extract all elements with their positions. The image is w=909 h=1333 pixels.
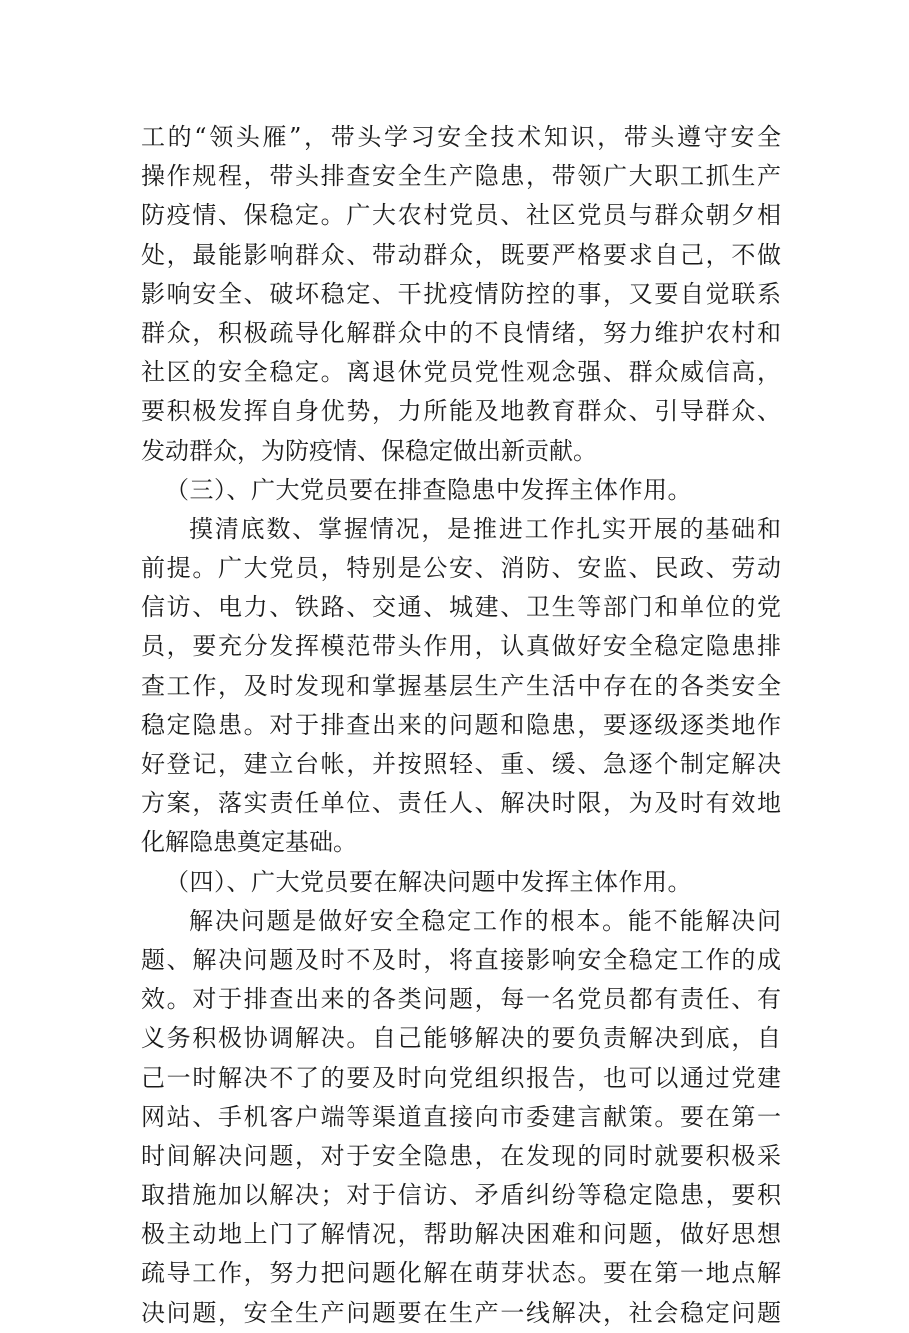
text-line: 查工作，及时发现和掌握基层生产生活中存在的各类安全 bbox=[141, 671, 781, 700]
body-text bbox=[141, 118, 781, 1333]
paragraph-2 bbox=[141, 510, 781, 863]
section-heading-3: （三）、广大党员要在排查隐患中发挥主体作用。 bbox=[165, 475, 692, 504]
text-line: 发动群众，为防疫情、保稳定做出新贡献。 bbox=[141, 436, 597, 465]
text-line: 疏导工作，努力把问题化解在萌芽状态。要在第一地点解 bbox=[141, 1259, 781, 1288]
text-line: 决问题，安全生产问题要在生产一线解决，社会稳定问题 bbox=[141, 1298, 781, 1327]
text-line: 取措施加以解决；对于信访、矛盾纠纷等稳定隐患，要积 bbox=[141, 1181, 781, 1210]
text-line: 极主动地上门了解情况，帮助解决困难和问题，做好思想 bbox=[141, 1220, 781, 1249]
section-heading-4: （四）、广大党员要在解决问题中发挥主体作用。 bbox=[165, 867, 692, 896]
text-line: 稳定隐患。对于排查出来的问题和隐患，要逐级逐类地作 bbox=[141, 710, 781, 739]
text-line: 群众，积极疏导化解群众中的不良情绪，努力维护农村和 bbox=[141, 318, 781, 347]
text-line: 摸清底数、掌握情况，是推进工作扎实开展的基础和 bbox=[189, 514, 781, 543]
text-line: 网站、手机客户端等渠道直接向市委建言献策。要在第一 bbox=[141, 1102, 781, 1131]
paragraph-3 bbox=[141, 902, 781, 1333]
text-line: 己一时解决不了的要及时向党组织报告，也可以通过党建 bbox=[141, 1063, 781, 1092]
text-line: 义务积极协调解决。自己能够解决的要负责解决到底，自 bbox=[141, 1024, 781, 1053]
text-line: 处，最能影响群众、带动群众，既要严格要求自己，不做 bbox=[141, 240, 781, 269]
text-line: 时间解决问题，对于安全隐患，在发现的同时就要积极采 bbox=[141, 1141, 781, 1170]
paragraph-1 bbox=[141, 118, 781, 471]
text-line: 题、解决问题及时不及时，将直接影响安全稳定工作的成 bbox=[141, 945, 781, 974]
text-line: 影响安全、破坏稳定、干扰疫情防控的事，又要自觉联系 bbox=[141, 279, 781, 308]
text-line: 操作规程，带头排查安全生产隐患，带领广大职工抓生产 bbox=[141, 162, 781, 191]
text-line: 信访、电力、铁路、交通、城建、卫生等部门和单位的党 bbox=[141, 593, 781, 622]
text-line: 员，要充分发挥模范带头作用，认真做好安全稳定隐患排 bbox=[141, 632, 781, 661]
text-line: 要积极发挥自身优势，力所能及地教育群众、引导群众、 bbox=[141, 397, 781, 426]
text-line: 方案，落实责任单位、责任人、解决时限，为及时有效地 bbox=[141, 789, 781, 818]
text-line: 效。对于排查出来的各类问题，每一名党员都有责任、有 bbox=[141, 985, 781, 1014]
text-line: 防疫情、保稳定。广大农村党员、社区党员与群众朝夕相 bbox=[141, 201, 781, 230]
text-line: 前提。广大党员，特别是公安、消防、安监、民政、劳动 bbox=[141, 554, 781, 583]
text-line: 化解隐患奠定基础。 bbox=[141, 828, 357, 857]
text-line: 好登记，建立台帐，并按照轻、重、缓、急逐个制定解决 bbox=[141, 750, 781, 778]
text-line: 工的“领头雁”，带头学习安全技术知识，带头遵守安全 bbox=[141, 123, 781, 151]
text-line: 解决问题是做好安全稳定工作的根本。能不能解决问 bbox=[189, 906, 781, 935]
text-line: 社区的安全稳定。离退休党员党性观念强、群众威信高， bbox=[141, 358, 781, 387]
